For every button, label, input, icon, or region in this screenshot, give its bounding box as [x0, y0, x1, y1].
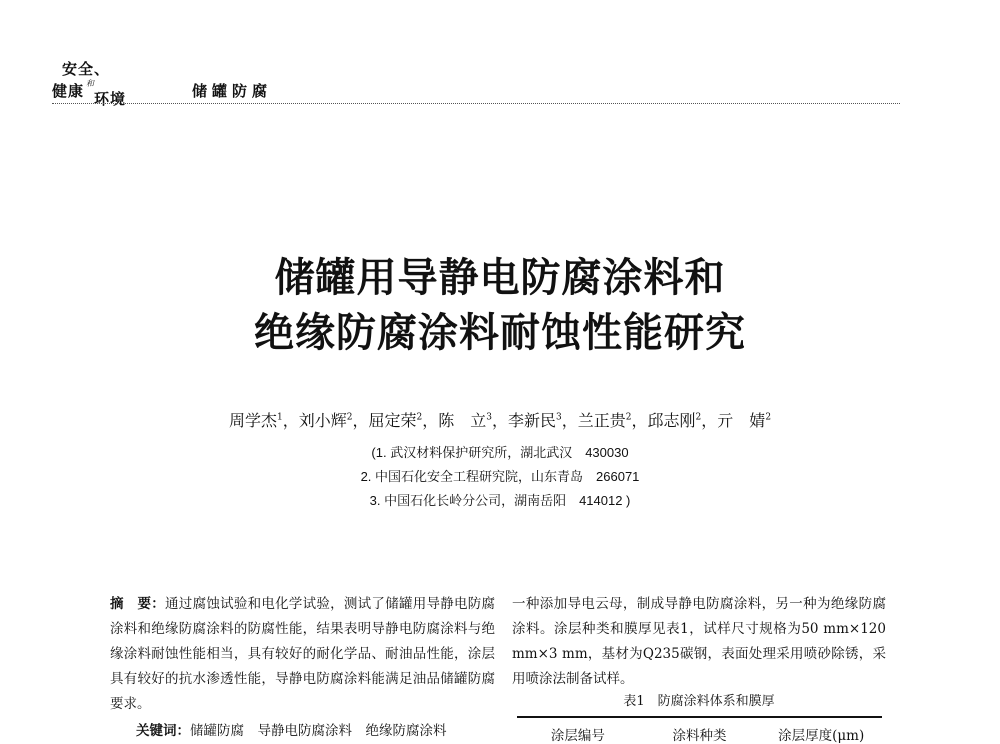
logo-text-small: 和	[86, 79, 94, 88]
logo-text-line1: 安全、	[62, 60, 111, 78]
author-name: 周学杰	[228, 411, 277, 430]
table-top-rule	[517, 716, 882, 718]
author	[368, 411, 422, 430]
affiliation-2: 2. 中国石化安全工程研究院，山东青岛 266071	[360, 469, 640, 484]
author-list: 周学杰$^1$，刘小辉$^2$，屈定荣$^2$，陈 立$^3$，李新民$^3$，兰正贵$^2$，邱志刚$^2$，亓 婧$^2$	[228, 411, 772, 430]
abstract	[110, 592, 495, 717]
author-affiliation-mark: 3	[486, 412, 492, 423]
author	[229, 411, 283, 430]
affiliation-3: 3. 中国石化长岭分公司，湖南岳阳 414012 )	[369, 493, 631, 508]
author-name: 屈定荣	[368, 411, 417, 430]
table-header-cell: 涂层厚度(μm)	[778, 728, 865, 744]
author-affiliation-mark: 2	[765, 412, 772, 423]
author	[508, 411, 562, 430]
author-affiliation-mark: 2	[346, 412, 353, 423]
table-header-cell: 涂层编号	[550, 728, 605, 744]
body-text-column	[512, 592, 886, 692]
paper-title-line1: 储罐用导静电防腐涂料和	[274, 254, 726, 301]
keywords-label: 关键词：	[136, 723, 190, 739]
abstract-column	[110, 592, 495, 744]
table-header-row	[517, 724, 882, 744]
table-header-cell: 涂料种类	[672, 728, 727, 744]
body-paragraph: 一种添加导电云母，制成导静电防腐涂料，另一种为绝缘防腐涂料。涂层种类和膜厚见表1，试样尺寸规格为50 mm×120 mm×3 mm，基材为Q235碳钢，表面处理采用喷砂除锈，采用喷涂法制备试样。	[512, 596, 886, 687]
author-affiliation-mark: 3	[556, 412, 562, 423]
author-affiliation-mark: 2	[695, 412, 702, 423]
author-name: 李新民	[508, 411, 557, 430]
author	[717, 411, 771, 430]
author	[299, 411, 353, 430]
header-divider	[52, 103, 900, 104]
author-affiliation-mark: 2	[625, 412, 632, 423]
author-affiliation-mark: 1	[276, 412, 283, 423]
abstract-label: 摘 要：	[110, 596, 166, 612]
author-name: 兰正贵	[577, 411, 626, 430]
author-name: 邱志刚	[647, 411, 696, 430]
author-name: 刘小辉	[298, 411, 347, 430]
author	[648, 411, 702, 430]
logo-text-line2: 健康	[52, 82, 85, 100]
journal-logo	[52, 60, 142, 106]
author	[578, 411, 632, 430]
author-name: 陈 立	[438, 411, 487, 430]
abstract-text: 通过腐蚀试验和电化学试验，测试了储罐用导静电防腐涂料和绝缘防腐涂料的防腐性能，结果表明导静电防腐涂料与绝缘涂料耐蚀性能相当，具有较好的耐化学品、耐油品性能，涂层具有较好的抗水渗透性能，导静电防腐涂料能满足油品储罐防腐要求。	[110, 596, 496, 712]
table-caption: 表1 防腐涂料体系和膜厚	[623, 694, 775, 709]
author-name: 亓 婧	[717, 411, 766, 430]
logo-text-line3: 环境	[94, 90, 127, 108]
author	[438, 411, 492, 430]
keywords-text: 储罐防腐 导静电防腐涂料 绝缘防腐涂料	[190, 723, 447, 739]
affiliation-1: (1. 武汉材料保护研究所，湖北武汉 430030	[371, 445, 629, 460]
paper-title-line2: 绝缘防腐涂料耐蚀性能研究	[254, 309, 746, 356]
section-title: 储罐防腐	[192, 82, 273, 100]
keywords	[110, 719, 495, 744]
author-affiliation-mark: 2	[416, 412, 423, 423]
